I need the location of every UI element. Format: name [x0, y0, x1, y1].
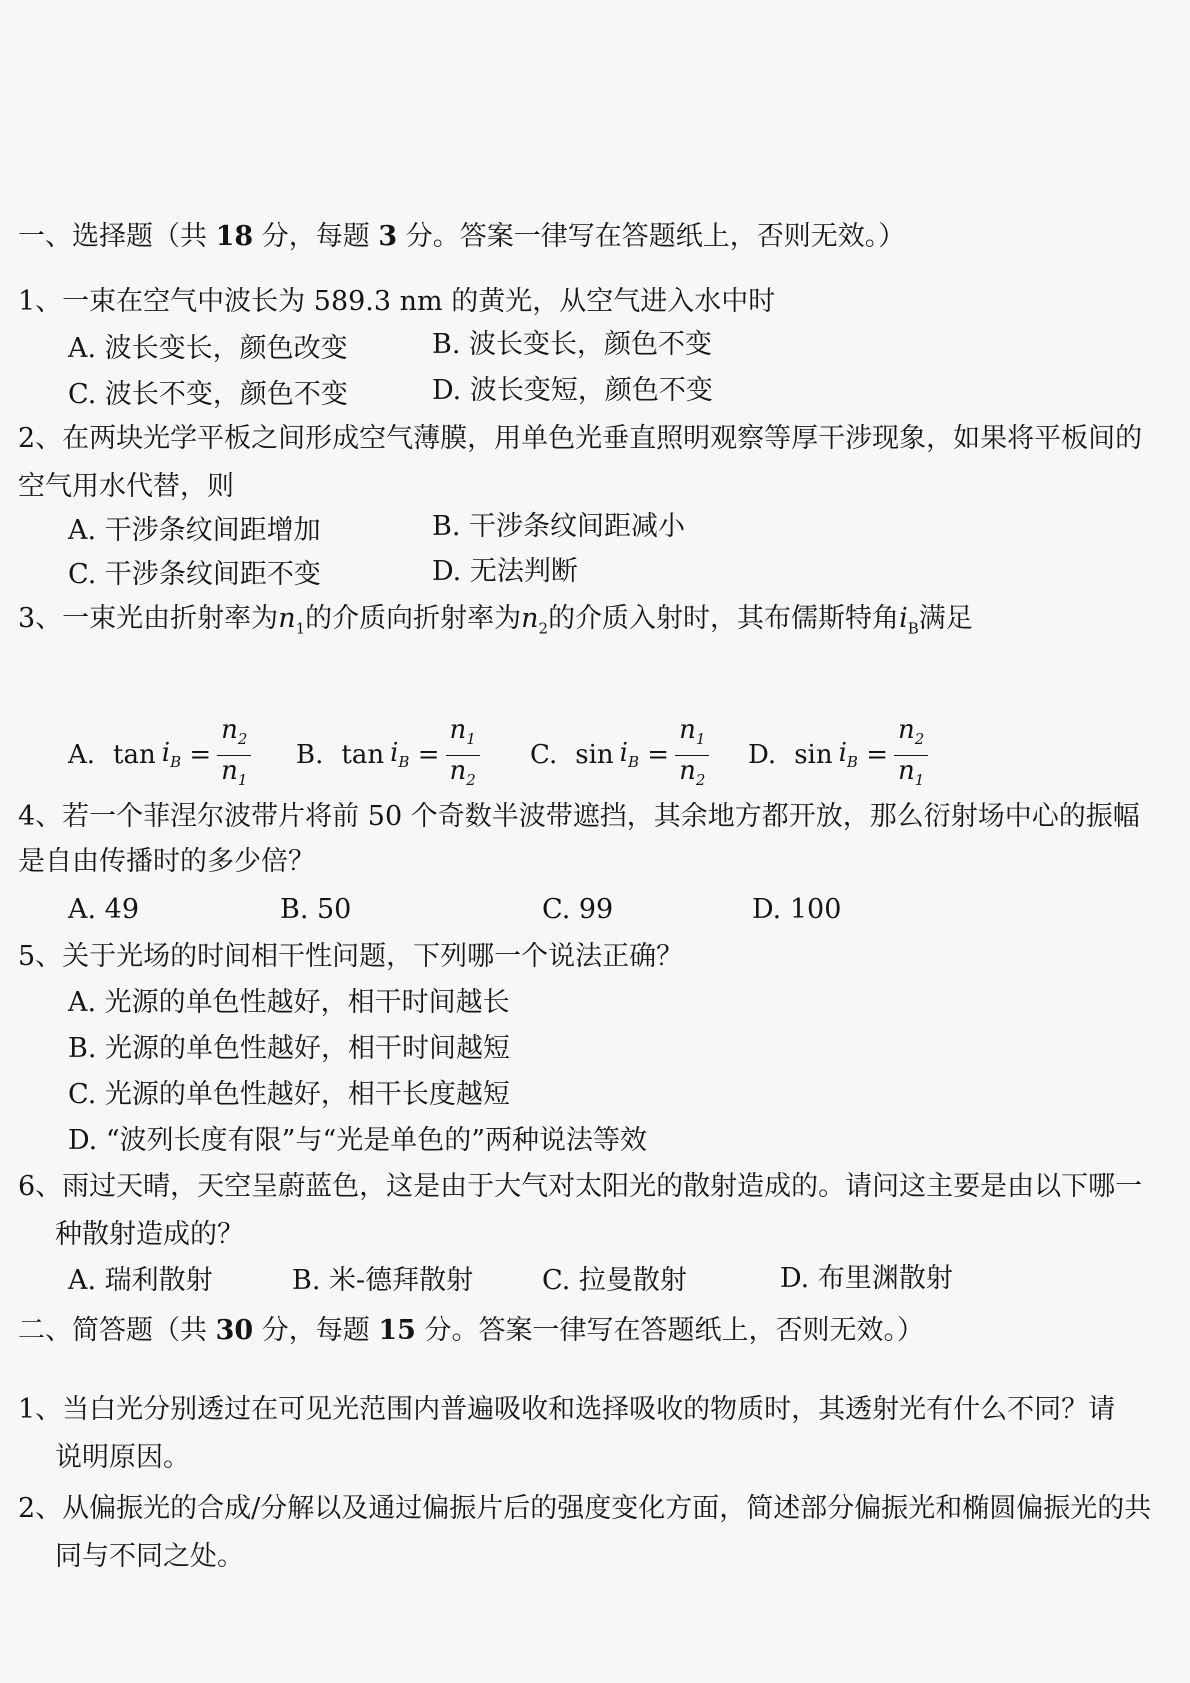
- question-3-stem-part: 满足: [918, 603, 973, 634]
- question-4-option-a: A. 49: [68, 894, 140, 925]
- numerator: n: [898, 715, 915, 746]
- option-label: C.: [530, 740, 558, 770]
- question-3-option-c: C. sin $i_B$ = $\frac{n_1}{n_2}$: [530, 720, 709, 790]
- option-label: D.: [748, 740, 777, 770]
- fraction: [675, 715, 709, 794]
- question-4-stem-line-1: 4、若一个菲涅尔波带片将前 50 个奇数半波带遮挡，其余地方都开放，那么衍射场中心的振幅: [18, 801, 1140, 832]
- section-1-title-part: 一、选择题（共: [18, 221, 216, 252]
- trig-function: sin: [794, 740, 833, 770]
- symbol-iB: $i_B$: [838, 738, 858, 772]
- symbol-iB: i: [899, 603, 908, 634]
- question-2-option-b: B. 干涉条纹间距减小: [432, 511, 686, 542]
- question-3-option-a: A. tan $i_B$ = $\frac{n_2}{n_1}$: [68, 720, 251, 790]
- short-answer-1-line-2: 说明原因。: [55, 1442, 190, 1473]
- section-2-per-question-score: 15: [378, 1315, 416, 1346]
- section-2-title-part: 分。答案一律写在答题纸上，否则无效。）: [415, 1315, 925, 1346]
- question-4-option-b: B. 50: [280, 894, 352, 925]
- option-label: B.: [296, 740, 324, 770]
- symbol-iB-sub: B: [907, 619, 919, 638]
- section-2-title-part: 分，每题: [253, 1315, 379, 1346]
- numerator-sub: 1: [695, 730, 706, 749]
- symbol-iB: $i_B$: [390, 738, 410, 772]
- denominator: n: [898, 755, 915, 786]
- question-6-option-b: B. 米-德拜散射: [292, 1265, 474, 1296]
- question-6-option-c: C. 拉曼散射: [542, 1265, 687, 1296]
- question-1-stem: 1、一束在空气中波长为 589.3 nm 的黄光，从空气进入水中时: [18, 286, 776, 317]
- numerator-sub: 1: [466, 730, 476, 749]
- numerator-sub: 2: [237, 730, 248, 749]
- section-1-total-score: 18: [215, 221, 254, 252]
- question-2-stem-line-1: 2、在两块光学平板之间形成空气薄膜，用单色光垂直照明观察等厚干涉现象，如果将平板间的: [18, 423, 1143, 454]
- question-6-stem-line-2: 种散射造成的？: [55, 1219, 244, 1250]
- section-1-heading: [18, 220, 905, 254]
- fraction: [894, 715, 928, 794]
- denominator: n: [449, 755, 467, 786]
- question-6-stem-line-1: 6、雨过天晴，天空呈蔚蓝色，这是由于大气对太阳光的散射造成的。请问这主要是由以下哪一: [18, 1171, 1143, 1202]
- denominator-sub: 2: [695, 770, 706, 789]
- question-2-option-c: C. 干涉条纹间距不变: [68, 559, 321, 590]
- question-1-option-d: D. 波长变短，颜色不变: [432, 375, 713, 406]
- fraction: [217, 715, 251, 794]
- question-6-option-d: D. 布里渊散射: [780, 1263, 953, 1294]
- symbol-n1-sub: 1: [295, 619, 306, 638]
- question-3-stem-part: 的介质向折射率为: [305, 603, 522, 634]
- symbol-iB: $i_B$: [619, 738, 639, 772]
- denominator-sub: 1: [914, 770, 925, 789]
- question-3-stem: [18, 602, 973, 645]
- question-5-option-c: C. 光源的单色性越好，相干长度越短: [68, 1079, 510, 1110]
- question-2-stem-line-2: 空气用水代替，则: [18, 471, 234, 502]
- numerator: n: [679, 715, 696, 746]
- section-2-heading: [18, 1314, 924, 1348]
- option-label: A.: [68, 740, 96, 770]
- symbol-n1: n: [278, 603, 296, 634]
- question-4-option-d: D. 100: [752, 894, 842, 925]
- section-2-title-part: 二、简答题（共: [18, 1315, 216, 1346]
- question-5-stem: 5、关于光场的时间相干性问题，下列哪一个说法正确？: [18, 941, 684, 972]
- symbol-n2: n: [521, 603, 539, 634]
- question-3-stem-part: 的介质入射时，其布儒斯特角: [548, 603, 900, 634]
- question-1-option-b: B. 波长变长，颜色不变: [432, 329, 713, 360]
- question-2-option-d: D. 无法判断: [432, 556, 578, 587]
- denominator-sub: 1: [237, 770, 248, 789]
- section-1-title-part: 分，每题: [253, 221, 379, 252]
- question-3-options: [0, 715, 1190, 790]
- question-6-option-a: A. 瑞利散射: [68, 1265, 213, 1296]
- section-2-total-score: 30: [215, 1315, 254, 1346]
- question-5-option-b: B. 光源的单色性越好，相干时间越短: [68, 1033, 511, 1064]
- denominator: n: [221, 755, 238, 786]
- section-1-title-part: 分。答案一律写在答题纸上，否则无效。）: [397, 221, 906, 252]
- numerator: n: [221, 715, 238, 746]
- short-answer-2-line-2: 同与不同之处。: [55, 1541, 244, 1572]
- symbol-iB: $i_B$: [161, 738, 182, 772]
- numerator: n: [449, 715, 467, 746]
- question-2-option-a: A. 干涉条纹间距增加: [68, 515, 321, 546]
- fraction: [446, 715, 480, 794]
- numerator-sub: 2: [914, 730, 925, 749]
- question-1-option-a: A. 波长变长，颜色改变: [68, 333, 348, 364]
- section-1-per-question-score: 3: [378, 221, 398, 252]
- question-5-option-a: A. 光源的单色性越好，相干时间越长: [68, 987, 510, 1018]
- symbol-n2-sub: 2: [538, 619, 549, 638]
- trig-function: tan: [113, 740, 156, 770]
- question-3-option-d: D. sin $i_B$ = $\frac{n_2}{n_1}$: [748, 720, 928, 790]
- question-3-option-b: B. tan $i_B$ = $\frac{n_1}{n_2}$: [296, 720, 480, 790]
- denominator: n: [679, 755, 696, 786]
- question-3-stem-part: 3、一束光由折射率为: [18, 603, 279, 634]
- trig-function: tan: [341, 740, 385, 770]
- question-5-option-d: D. “波列长度有限”与“光是单色的”两种说法等效: [68, 1125, 648, 1156]
- question-4-stem-line-2: 是自由传播时的多少倍？: [18, 846, 315, 877]
- short-answer-1-line-1: 1、当白光分别透过在可见光范围内普遍吸收和选择吸收的物质时，其透射光有什么不同？请: [18, 1394, 1116, 1425]
- short-answer-2-line-1: 2、从偏振光的合成/分解以及通过偏振片后的强度变化方面，简述部分偏振光和椭圆偏振光的共: [18, 1493, 1152, 1524]
- question-1-option-c: C. 波长不变，颜色不变: [68, 379, 348, 410]
- question-4-option-c: C. 99: [542, 894, 614, 925]
- trig-function: sin: [575, 740, 614, 770]
- denominator-sub: 2: [466, 770, 476, 789]
